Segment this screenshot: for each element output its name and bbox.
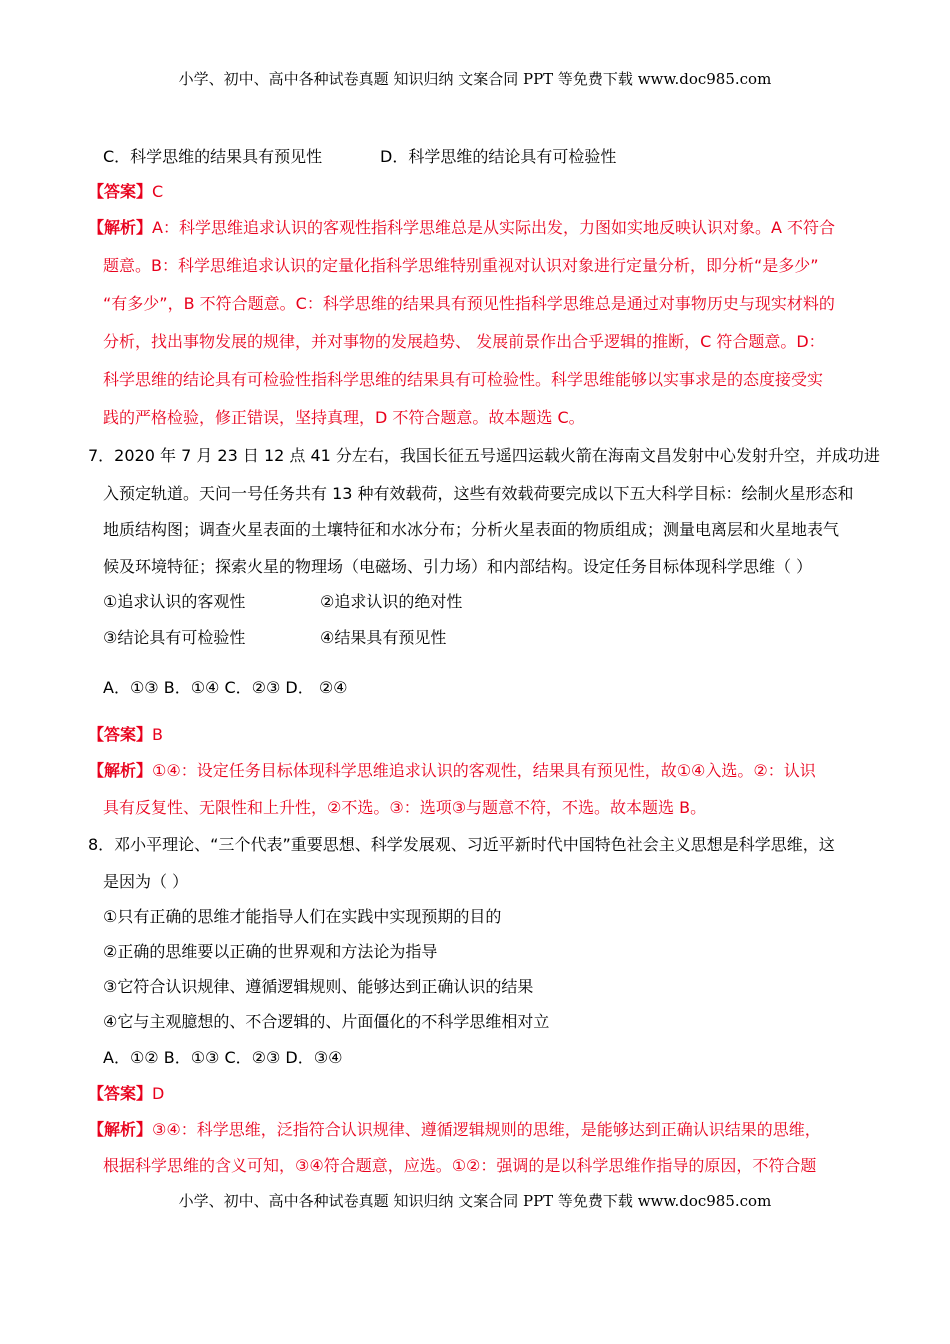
analysis-label: 【解析】 (88, 761, 153, 780)
q7-item-4: ④结果具有预见性 (320, 628, 447, 647)
q8-item-2: ②正确的思维要以正确的世界观和方法论为指导 (103, 942, 438, 961)
q7-answer (88, 725, 163, 745)
q7-stem-line-1: 7．2020 年 7 月 23 日 12 点 41 分左右，我国长征五号遥四运载火箭在海南文昌发射中心发射升空，并成功进 (88, 446, 880, 465)
q8-analysis-line-1 (88, 1120, 821, 1140)
q6-analysis-line-6: 践的严格检验，修正错误，坚持真理，D 不符合题意。故本题选 C。 (103, 408, 585, 427)
analysis-text: A：科学思维追求认识的客观性指科学思维总是从实际出发，力图如实地反映认识对象。A 不符合 (152, 218, 835, 237)
q7-item-3: ③结论具有可检验性 (103, 628, 246, 647)
q7-item-1: ①追求认识的客观性 (103, 592, 246, 611)
q7-stem-line-3: 地质结构图；调查火星表面的土壤特征和水冰分布；分析火星表面的物质组成；测量电离层和火星地表气 (103, 520, 840, 539)
q8-item-4: ④它与主观臆想的、不合逻辑的、片面僵化的不科学思维相对立 (103, 1012, 550, 1031)
answer-value: D (152, 1084, 165, 1103)
q8-analysis-line-2: 根据科学思维的含义可知，③④符合题意，应选。①②：强调的是以科学思维作指导的原因，不符合题 (103, 1156, 817, 1175)
page-header: 小学、初中、高中各种试卷真题 知识归纳 文案合同 PPT 等免费下载 www.doc985.com (178, 70, 772, 88)
q8-stem-line-1: 8．邓小平理论、“三个代表”重要思想、科学发展观、习近平新时代中国特色社会主义思想是科学思维，这 (88, 835, 835, 854)
q6-analysis-line-5: 科学思维的结论具有可检验性指科学思维的结果具有可检验性。科学思维能够以实事求是的态度接受实 (103, 370, 824, 389)
answer-value: C (152, 182, 164, 201)
q6-analysis-line-2: 题意。B：科学思维追求认识的定量化指科学思维特别重视对认识对象进行定量分析，即分析“是多少” (103, 256, 819, 275)
q6-analysis-line-1 (88, 218, 835, 238)
q7-analysis-line-2: 具有反复性、无限性和上升性，②不选。③：选项③与题意不符，不选。故本题选 B。 (103, 798, 707, 817)
q7-choices: A．①③ B．①④ C．②③ D． ②④ (103, 678, 348, 697)
q6-analysis-line-3: “有多少”，B 不符合题意。C：科学思维的结果具有预见性指科学思维总是通过对事物历史与现实材料的 (103, 294, 835, 313)
q7-stem-line-4: 候及环境特征；探索火星的物理场（电磁场、引力场）和内部结构。设定任务目标体现科学思维（ ） (103, 557, 813, 576)
q7-item-2: ②追求认识的绝对性 (320, 592, 463, 611)
q7-stem-line-2: 入预定轨道。天问一号任务共有 13 种有效载荷，这些有效载荷要完成以下五大科学目标：绘制火星形态和 (103, 484, 854, 503)
q6-analysis-line-4: 分析，找出事物发展的规律，并对事物的发展趋势、 发展前景作出合乎逻辑的推断，C 符合题意。D： (103, 332, 825, 351)
analysis-text: ③④：科学思维，泛指符合认识规律、遵循逻辑规则的思维，是能够达到正确认识结果的思维， (152, 1120, 821, 1139)
answer-label: 【答案】 (88, 182, 153, 201)
analysis-text: ①④：设定任务目标体现科学思维追求认识的客观性，结果具有预见性，故①④入选。②：认识 (152, 761, 816, 780)
q8-item-3: ③它符合认识规律、遵循逻辑规则、能够达到正确认识的结果 (103, 977, 534, 996)
page-footer: 小学、初中、高中各种试卷真题 知识归纳 文案合同 PPT 等免费下载 www.doc985.com (178, 1192, 772, 1210)
analysis-label: 【解析】 (88, 1120, 153, 1139)
analysis-label: 【解析】 (88, 218, 153, 237)
answer-label: 【答案】 (88, 1084, 153, 1103)
q8-choices: A．①② B．①③ C．②③ D．③④ (103, 1048, 343, 1067)
q8-stem-line-2: 是因为（ ） (103, 872, 189, 891)
answer-value: B (152, 725, 163, 744)
answer-label: 【答案】 (88, 725, 153, 744)
q6-option-c: C．科学思维的结果具有预见性 (103, 147, 323, 166)
q6-answer (88, 182, 163, 202)
q8-answer (88, 1084, 164, 1104)
q7-analysis-line-1 (88, 761, 816, 781)
q6-option-d: D．科学思维的结论具有可检验性 (380, 147, 617, 166)
q8-item-1: ①只有正确的思维才能指导人们在实践中实现预期的目的 (103, 907, 502, 926)
